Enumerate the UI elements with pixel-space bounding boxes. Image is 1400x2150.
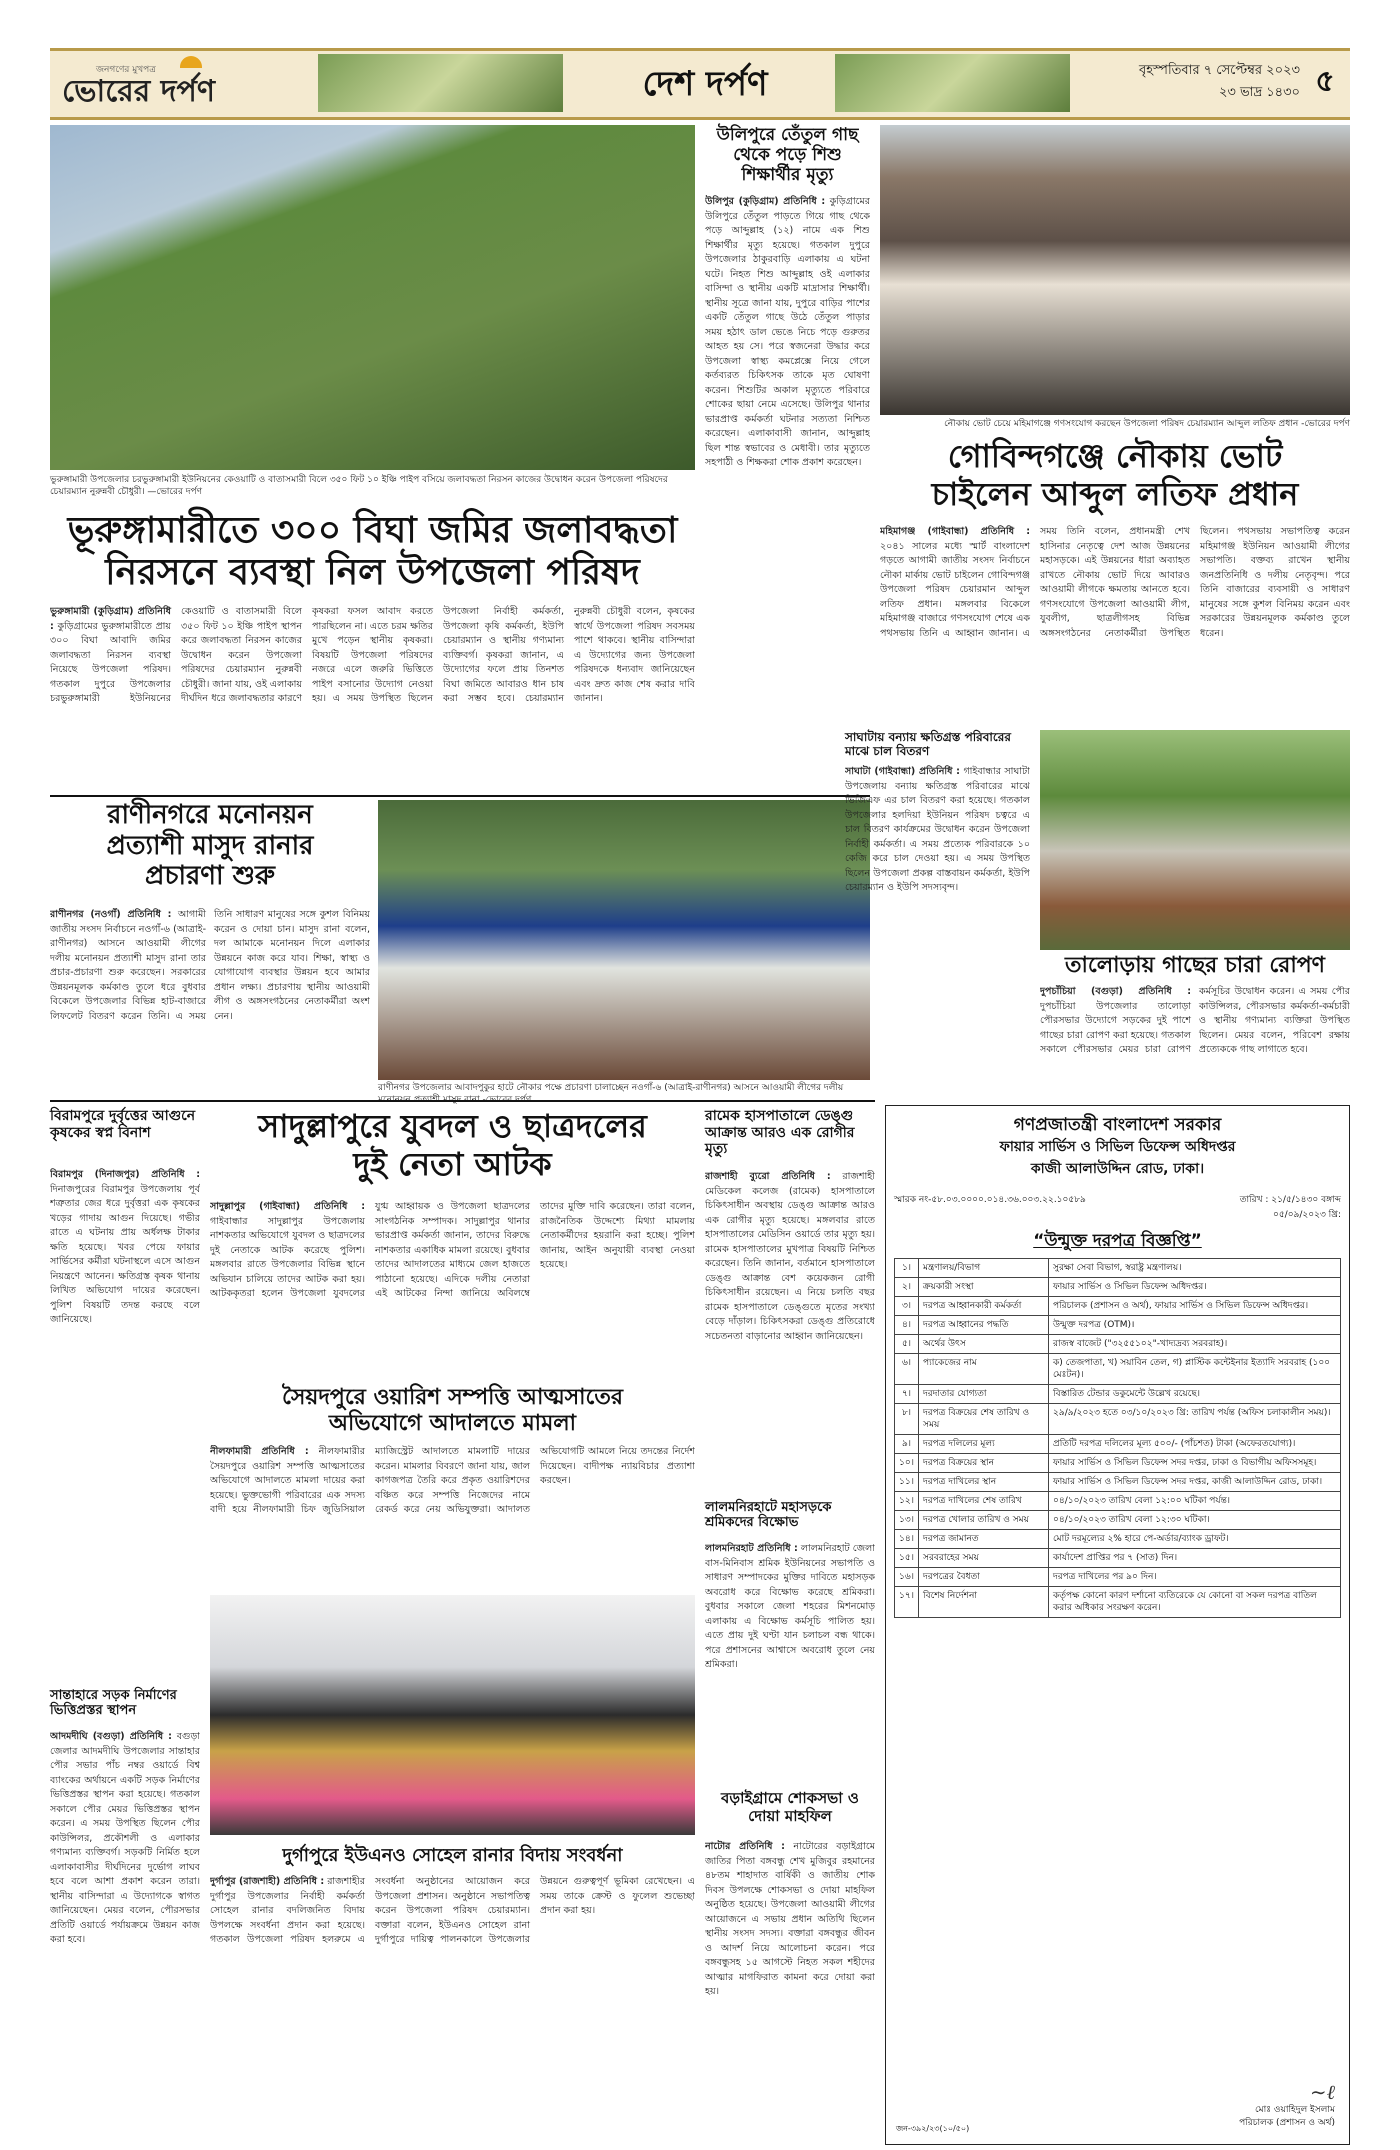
article-boat-vote-body [880, 525, 1350, 725]
photo-leaflet-campaign[interactable] [378, 800, 870, 1080]
notice-government: গণপ্রজাতন্ত্রী বাংলাদেশ সরকার [1013, 1115, 1222, 1135]
date-bangla: ২৩ ভাদ্র ১৪৩০ [1218, 85, 1300, 100]
notice-cell-v: কার্যাদেশ প্রাপ্তির পর ৭ (সাত) দিন। [1049, 1549, 1341, 1568]
headline-child-death[interactable]: উলিপুরে তেঁতুল গাছ থেকে পড়ে শিশু শিক্ষার্থীর মৃত্যু [716, 125, 859, 186]
notice-cell-n: ৩। [895, 1297, 919, 1316]
photo-campaign-rally[interactable] [880, 125, 1350, 415]
headline-workers-protest[interactable]: লালমনিরহাটে মহাসড়কে শ্রমিকদের বিক্ষোভ [705, 1500, 832, 1531]
notice-memo: স্মারক নং-৫৮.০৩.০০০০.০১৪.৩৬.০০৩.২২.১০৫৮৯ [894, 1195, 1086, 1205]
headline-masud-rana[interactable] [50, 800, 370, 892]
notice-row [895, 1316, 1341, 1335]
notice-row [895, 1278, 1341, 1297]
section-title: দেশ দর্পণ [642, 64, 768, 104]
notice-cell-n: ৭। [895, 1385, 919, 1404]
notice-row [895, 1587, 1341, 1618]
notice-cell-k: দরপত্র বিক্রয়ের স্থান [919, 1454, 1049, 1473]
date-gregorian: বৃহস্পতিবার ৭ সেপ্টেম্বর ২০২৩ [1138, 63, 1300, 78]
article-farewell-body [210, 1875, 695, 2140]
newspaper-logo[interactable] [62, 54, 302, 114]
notice-cell-v: উন্মুক্ত দরপত্র (OTM)। [1049, 1316, 1341, 1335]
notice-row [895, 1435, 1341, 1454]
article-text: লালমনিরহাট জেলা বাস-মিনিবাস শ্রমিক ইউনিয়নের সভাপতি ও সাধারণ সম্পাদকের মুক্তির দাবিতে মহাসড়ক অবরোধ করে বিক্ষোভ করেছে শ্রমিকরা। বুধবার সকালে জেলা শহরের মিশনমোড় এলাকায় এ বিক্ষোভ কর্মসূচি পালিত হয়। এতে প্রায় দুই ঘণ্টা যান চলাচল বন্ধ থাকে। পরে প্রশাসনের আশ্বাসে অবরোধ তুলে নেয় শ্রমিকরা। [705, 1543, 875, 1670]
notice-cell-n: ১৫। [895, 1549, 919, 1568]
headline-property-case[interactable] [210, 1385, 695, 1437]
article-tree-body [1040, 985, 1350, 1095]
caption-leaflet: রাণীনগর উপজেলার আবাদপুকুর হাটে নৌকার পক্ষে প্রচারণা চালাচ্ছেন নওগাঁ-৬ (আত্রাই-রাণীনগর) আসনে আওয়ামী লীগের দলীয় [378, 1083, 844, 1093]
headline-line-2: দুই নেতা আটক [353, 1144, 552, 1183]
notice-cell-k: মন্ত্রণালয়/বিভাগ [919, 1259, 1049, 1278]
photo-tree-planting[interactable] [1040, 730, 1350, 950]
article-text: রাজশাহীর দুর্গাপুর উপজেলার নির্বাহী কর্মকর্তা সোহেল রানার বদলিজনিত বিদায় উপলক্ষে সংবর্ধনা প্রদান করা হয়েছে। গতকাল উপজেলা পরিষদ হলরুমে এ সংবর্ধনা অনুষ্ঠানের আয়োজন করে উপজেলা প্রশাসন। অনুষ্ঠানে সভাপতিত্ব করেন উপজেলা পরিষদ চেয়ারম্যান। বক্তারা বলেন, ইউএনও সোহেল রানা দুর্গাপুরে দায়িত্ব পালনকালে উপজেলার উন্নয়নে গুরুত্বপূর্ণ ভূমিকা রেখেছেন। এ সময় তাকে ক্রেস্ট ও ফুলেল শুভেচ্ছা প্রদান করা হয়। [210, 1876, 695, 1945]
byline: আদমদীঘি (বগুড়া) প্রতিনিধি : [50, 1731, 172, 1742]
article-arson-body [50, 1168, 200, 1683]
notice-signature [1239, 2080, 1335, 2130]
headline-road-construction[interactable]: সান্তাহারে সড়ক নির্মাণের ভিত্তিপ্রস্তর স্থাপন [50, 1688, 177, 1719]
byline: উলিপুর (কুড়িগ্রাম) প্রতিনিধি : [705, 196, 826, 207]
notice-cell-k: দরপত্র আহ্বানকারী কর্মকর্তা [919, 1297, 1049, 1316]
notice-date: তারিখ : ২১/৫/১৪৩০ বঙ্গাব্দ [1239, 1195, 1341, 1205]
notice-cell-k: দরপত্র দাখিলের শেষ তারিখ [919, 1492, 1049, 1511]
byline: লালমনিরহাট প্রতিনিধি : [705, 1543, 798, 1554]
headline-line-1: গোবিন্দগঞ্জে নৌকায় ভোট [947, 437, 1283, 475]
headline-line-2: নিরসনে ব্যবস্থা নিল উপজেলা পরিষদ [105, 552, 640, 594]
headline-line-2: চাইলেন আব্দুল লতিফ প্রধান [931, 474, 1299, 513]
headline-boat-vote[interactable] [880, 438, 1350, 514]
headline-arson[interactable]: বিরামপুরে দুর্বৃত্তের আগুনে কৃষকের স্বপ্ন বিনাশ [50, 1108, 196, 1141]
article-property-body [210, 1445, 695, 1585]
byline: নীলফামারী প্রতিনিধি : [210, 1446, 309, 1457]
notice-cell-v: ক) তেজপাতা, খ) সয়াবিন তেল, গ) প্লাস্টিক কন্টেইনার ইত্যাদি সরবরাহ (১০০ মেঃটন)। [1049, 1354, 1341, 1385]
article-text: নীলফামারীর সৈয়দপুরে ওয়ারিশ সম্পত্তি আত্মসাতের অভিযোগে আদালতে মামলা দায়ের করা হয়েছে। ভুক্তভোগী পরিবারের এক সদস্য বাদী হয়ে নীলফামারী চিফ জুডিসিয়াল ম্যাজিস্ট্রেট আদালতে মামলাটি দায়ের করেন। মামলার বিবরণে জানা যায়, জাল কাগজপত্র তৈরি করে প্রকৃত ওয়ারিশদের বঞ্চিত করে সম্পত্তি নিজেদের নামে রেকর্ড করে নেয় অভিযুক্তরা। আদালত অভিযোগটি আমলে নিয়ে তদন্তের নির্দেশ দিয়েছেন। বাদীপক্ষ ন্যায়বিচার প্রত্যাশা করছেন। [210, 1446, 695, 1515]
article-text: দিনাজপুরের বিরামপুর উপজেলায় পূর্ব শত্রুতার জের ধরে দুর্বৃত্তরা এক কৃষকের খড়ের গাদায় আগুন দিয়েছে। গভীর রাতে এ ঘটনায় প্রায় অর্ধলক্ষ টাকার ক্ষতি হয়েছে। খবর পেয়ে ফায়ার সার্ভিসের কর্মীরা ঘটনাস্থলে এসে আগুন নিয়ন্ত্রণে আনেন। ক্ষতিগ্রস্ত কৃষক থানায় লিখিত অভিযোগ দায়ের করেছেন। পুলিশ বিষয়টি তদন্ত করছে বলে জানিয়েছে। [50, 1183, 200, 1325]
article-drainage-body [50, 605, 695, 790]
byline: সাঘাটা (গাইবান্ধা) প্রতিনিধি : [845, 766, 960, 777]
notice-title: “উন্মুক্ত দরপত্র বিজ্ঞপ্তি” [1033, 1231, 1202, 1251]
headline-line-1: রাণীনগরে মনোনয়ন [107, 800, 313, 830]
article-dengue-body [705, 1170, 875, 1495]
notice-row [895, 1492, 1341, 1511]
notice-row [895, 1473, 1341, 1492]
byline: বিরামপুর (দিনাজপুর) প্রতিনিধি : [50, 1169, 200, 1180]
headline-line-1: সাদুল্লাপুরে যুবদল ও ছাত্রদলের [258, 1107, 647, 1145]
article-arrest-body [210, 1200, 695, 1375]
logo-tagline: জনগণের মুখপত্র [96, 64, 156, 75]
notice-cell-k: দরপত্রের বৈধতা [919, 1568, 1049, 1587]
article-mourning-body [705, 1840, 875, 2140]
notice-cell-n: ১৩। [895, 1511, 919, 1530]
notice-department: ফায়ার সার্ভিস ও সিভিল ডিফেন্স অধিদপ্তর [999, 1139, 1236, 1155]
notice-memo-row [894, 1192, 1341, 1222]
notice-cell-k: প্যাকেজের নাম [919, 1354, 1049, 1385]
notice-row [895, 1530, 1341, 1549]
notice-cell-n: ২। [895, 1278, 919, 1297]
notice-cell-n: ১৪। [895, 1530, 919, 1549]
notice-cell-v: ০৪/১০/২০২৩ তারিখ বেলা ১২:০০ ঘটিকা পর্যন্ত। [1049, 1492, 1341, 1511]
article-masud-rana-body [50, 908, 370, 1078]
article-text: কুড়িগ্রামের ভুরুঙ্গামারীতে প্রায় ৩০০ বিঘা আবাদি জমির জলাবদ্ধতা নিরসন ব্যবস্থা নিয়েছে উপজেলা পরিষদ। গতকাল দুপুরে উপজেলার চরভুরুঙ্গামারী ইউনিয়নের কেওয়াটি ও বাতাসমারী বিলে ৩৫০ ফিট ১০ ইঞ্চি পাইপ স্থাপন করে জলাবদ্ধতা নিরসন কাজের উদ্বোধন করেন উপজেলা পরিষদের চেয়ারম্যান নুরুন্নবী চৌধুরী। জানা যায়, ওই এলাকায় দীর্ঘদিন ধরে জলাবদ্ধতার কারণে কৃষকরা ফসল আবাদ করতে পারছিলেন না। এতে চরম ক্ষতির মুখে পড়েন স্থানীয় কৃষকরা। বিষয়টি উপজেলা পরিষদের নজরে এলে জরুরি ভিত্তিতে পাইপ বসানোর উদ্যোগ নেওয়া হয়। এ সময় উপস্থিত ছিলেন উপজেলা নির্বাহী কর্মকর্তা, উপজেলা কৃষি কর্মকর্তা, ইউপি চেয়ারম্যান ও স্থানীয় গণ্যমান্য ব্যক্তিবর্গ। কৃষকরা জানান, এ উদ্যোগের ফলে প্রায় তিনশত বিঘা জমিতে আবারও ধান চাষ করা সম্ভব হবে। চেয়ারম্যান নুরুন্নবী চৌধুরী বলেন, কৃষকের স্বার্থে উপজেলা পরিষদ সবসময় পাশে থাকবে। স্থানীয় বাসিন্দারা এ উদ্যোগের জন্য উপজেলা পরিষদকে ধন্যবাদ জানিয়েছেন এবং দ্রুত কাজ শেষ করার দাবি জানান। [50, 606, 695, 704]
headline-line-1: ভূরুঙ্গামারীতে ৩০০ বিঘা জমির জলাবদ্ধতা [67, 510, 678, 551]
notice-row [895, 1354, 1341, 1385]
headline-drainage[interactable] [50, 510, 695, 595]
article-protest-body [705, 1542, 875, 1782]
issue-date [1075, 60, 1300, 104]
headline-rice-distribution[interactable]: সাঘাটায় বন্যায় ক্ষতিগ্রস্ত পরিবারের মাঝে চাল বিতরণ [845, 730, 1011, 759]
notice-cell-v: কর্তৃপক্ষ কোনো কারণ দর্শানো ব্যতিরেকে যে কোনো বা সকল দরপত্র বাতিল করার অধিকার সংরক্ষণ করেন। [1049, 1587, 1341, 1618]
byline: দুপচাঁচিয়া (বগুড়া) প্রতিনিধি : [1040, 986, 1191, 997]
masthead-photo-strip-right [835, 54, 1070, 112]
headline-dengue[interactable]: রামেক হাসপাতালে ডেঙ্গু আক্রান্ত আরও এক রোগীর মৃত্যু [705, 1108, 855, 1158]
notice-cell-k: দরদাতার যোগ্যতা [919, 1385, 1049, 1404]
article-text: নাটোরের বড়াইগ্রামে জাতির পিতা বঙ্গবন্ধু শেখ মুজিবুর রহমানের ৪৮তম শাহাদাত বার্ষিকী ও জাতীয় শোক দিবস উপলক্ষে শোকসভা ও দোয়া মাহফিল অনুষ্ঠিত হয়েছে। উপজেলা আওয়ামী লীগের আয়োজনে এ সভায় প্রধান অতিথি ছিলেন স্থানীয় সংসদ সদস্য। বক্তারা বঙ্গবন্ধুর জীবন ও আদর্শ নিয়ে আলোচনা করেন। পরে বঙ্গবন্ধুসহ ১৫ আগস্টে নিহত সকল শহীদের আত্মার মাগফিরাত কামনা করে দোয়া করা হয়। [705, 1841, 875, 1997]
notice-table [894, 1258, 1341, 1618]
article-text: কুড়িগ্রামের উলিপুরে তেঁতুল পাড়তে গিয়ে গাছ থেকে পড়ে আব্দুল্লাহ (১২) নামে এক শিশু শিক্ষার্থীর মৃত্যু হয়েছে। গতকাল দুপুরে উপজেলার ঠাকুরবাড়ি এলাকায় এ ঘটনা ঘটে। নিহত শিশু আব্দুল্লাহ ওই এলাকার বাসিন্দা ও স্থানীয় একটি মাদ্রাসার শিক্ষার্থী। স্থানীয় সূত্রে জানা যায়, দুপুরে বাড়ির পাশের একটি তেঁতুল গাছে উঠে তেঁতুল পাড়ার সময় হঠাৎ ডাল ভেঙে নিচে পড়ে গুরুতর আহত হয় সে। পরে স্বজনেরা উদ্ধার করে উপজেলা স্বাস্থ্য কমপ্লেক্সে নিয়ে গেলে কর্তব্যরত চিকিৎসক তাকে মৃত ঘোষণা করেন। শিশুটির অকাল মৃত্যুতে পরিবারে শোকের ছায়া নেমে এসেছে। উলিপুর থানার ভারপ্রাপ্ত কর্মকর্তা ঘটনার সত্যতা নিশ্চিত করেছেন। এলাকাবাসী জানান, আব্দুল্লাহ ছিল শান্ত স্বভাবের ও মেধাবী। তার মৃত্যুতে সহপাঠী ও শিক্ষকরা শোক প্রকাশ করেছেন। [705, 196, 870, 468]
headline-line-2: প্রত্যাশী মাসুদ রানার [106, 830, 314, 861]
notice-cell-v: ফায়ার সার্ভিস ও সিভিল ডিফেন্স অধিদপ্তর। [1049, 1278, 1341, 1297]
byline: মহিমাগঞ্জ (গাইবান্ধা) প্রতিনিধি : [880, 526, 1030, 537]
article-text: দুপচাঁচিয়া উপজেলার তালোড়া পৌরসভার উদ্যোগে সড়কের দুই পাশে গাছের চারা রোপণ করা হয়েছে। গতকাল সকালে পৌরসভার মেয়র চারা রোপণ কর্মসূচির উদ্বোধন করেন। এ সময় পৌর কাউন্সিলর, পৌরসভার কর্মকর্তা-কর্মচারী ও স্থানীয় গণ্যমান্য ব্যক্তিরা উপস্থিত ছিলেন। মেয়র বলেন, পরিবেশ রক্ষায় প্রত্যেককে গাছ লাগাতে হবে। [1040, 986, 1350, 1055]
notice-cell-v: বিস্তারিত টেন্ডার ডকুমেন্টে উল্লেখ রয়েছে। [1049, 1385, 1341, 1404]
notice-cell-n: ৪। [895, 1316, 919, 1335]
page-number: ৫ [1315, 64, 1335, 99]
caption-drainage: ভুরুঙ্গামারী উপজেলার চরভুরুঙ্গামারী ইউনিয়নের কেওয়াটি ও বাতাসমারী বিলে ৩৫০ ফিট ১০ ইঞ্চি পাইপ বসিয়ে জলাবদ্ধতা নিরসন কাজের উদ্বোধন করেন উপজেলা পরিষদের চেয়ারম্যান নুরুন্নবী চৌধুরী। —ভোরের দর্পণ [50, 475, 668, 497]
notice-cell-n: ৮। [895, 1404, 919, 1435]
article-road-body [50, 1730, 200, 2140]
notice-cell-k: দরপত্র দাখিলের স্থান [919, 1473, 1049, 1492]
headline-tree-planting[interactable]: তালোড়ায় গাছের চারা রোপণ [1065, 953, 1325, 978]
byline: রাজশাহী ব্যুরো প্রতিনিধি : [705, 1171, 831, 1182]
headline-line-1: সৈয়দপুরে ওয়ারিশ সম্পত্তি আত্মসাতের [281, 1385, 624, 1410]
signature-mark: ∼ℓ [1309, 2080, 1335, 2104]
notice-cell-k: ক্রয়কারী সংস্থা [919, 1278, 1049, 1297]
notice-cell-v: দরপত্র দাখিলের পর ৯০ দিন। [1049, 1568, 1341, 1587]
notice-cell-n: ১২। [895, 1492, 919, 1511]
photo-drainage-pipe[interactable] [50, 125, 695, 470]
notice-cell-k: দরপত্র আহ্বানের পদ্ধতি [919, 1316, 1049, 1335]
notice-address: কাজী আলাউদ্দিন রোড, ঢাকা। [1030, 1161, 1205, 1177]
notice-cell-n: ৬। [895, 1354, 919, 1385]
notice-cell-v: পরিচালক (প্রশাসন ও অর্থ), ফায়ার সার্ভিস ও সিভিল ডিফেন্স অধিদপ্তর। [1049, 1297, 1341, 1316]
headline-mourning-meeting[interactable]: বড়াইগ্রামে শোকসভা ও দোয়া মাহফিল [721, 1789, 859, 1825]
notice-cell-n: ১১। [895, 1473, 919, 1492]
notice-cell-v: ২৯/৯/২০২৩ হতে ০৩/১০/২০২৩ খ্রি: তারিখ পর্যন্ত (অফিস চলাকালীন সময়)। [1049, 1404, 1341, 1435]
notice-cell-v: ফায়ার সার্ভিস ও সিভিল ডিফেন্স সদর দপ্তর, কাজী আলাউদ্দিন রোড, ঢাকা। [1049, 1473, 1341, 1492]
notice-cell-k: সরবরাহের সময় [919, 1549, 1049, 1568]
byline: দুর্গাপুর (রাজশাহী) প্রতিনিধি : [210, 1876, 325, 1887]
notice-cell-v: সুরক্ষা সেবা বিভাগ, স্বরাষ্ট্র মন্ত্রণালয়। [1049, 1259, 1341, 1278]
photo-farewell-ceremony[interactable] [210, 1595, 695, 1835]
notice-row [895, 1385, 1341, 1404]
masthead-photo-strip-left [318, 54, 563, 112]
notice-row [895, 1259, 1341, 1278]
divider [50, 795, 870, 797]
article-rice-body [845, 765, 1030, 1095]
signatory-title: পরিচালক (প্রশাসন ও অর্থ) [1239, 2118, 1335, 2128]
byline: নাটোর প্রতিনিধি : [705, 1841, 785, 1852]
notice-cell-k: দরপত্র জামানত [919, 1530, 1049, 1549]
article-text: গাইবান্ধার সাদুল্লাপুর উপজেলায় নাশকতার অভিযোগে যুবদল ও ছাত্রদলের দুই নেতাকে আটক করেছে পুলিশ। মঙ্গলবার রাতে উপজেলার বিভিন্ন স্থানে অভিযান চালিয়ে তাদের আটক করা হয়। আটককৃতরা হলেন উপজেলা যুবদলের যুগ্ম আহ্বায়ক ও উপজেলা ছাত্রদলের সাংগঠনিক সম্পাদক। সাদুল্লাপুর থানার ভারপ্রাপ্ত কর্মকর্তা জানান, তাদের বিরুদ্ধে নাশকতার একাধিক মামলা রয়েছে। বুধবার তাদের আদালতের মাধ্যমে জেল হাজতে পাঠানো হয়েছে। এদিকে দলীয় নেতারা এই আটকের নিন্দা জানিয়ে অবিলম্বে তাদের মুক্তি দাবি করেছেন। তারা বলেন, রাজনৈতিক উদ্দেশ্যে মিথ্যা মামলায় নেতাকর্মীদের হয়রানি করা হচ্ছে। পুলিশ জানায়, আইন অনুযায়ী ব্যবস্থা নেওয়া হয়েছে। [210, 1201, 695, 1299]
notice-cell-n: ১৬। [895, 1568, 919, 1587]
notice-cell-v: মোট দরমূল্যের ২% হারে পে-অর্ডার/ব্যাংক ড্রাফট। [1049, 1530, 1341, 1549]
notice-cell-k: অর্থের উৎস [919, 1335, 1049, 1354]
notice-row [895, 1404, 1341, 1435]
notice-cell-v: প্রতিটি দরপত্র দলিলের মূল্য ৫০০/- (পাঁচশত) টাকা (অফেরতযোগ্য)। [1049, 1435, 1341, 1454]
notice-row [895, 1297, 1341, 1316]
caption-rally: নৌকায় ভোট চেয়ে মহিমাগঞ্জে গণসংযোগ করছেন উপজেলা পরিষদ চেয়ারম্যান আব্দুল লতিফ প্রধান -ভোরের দর্পণ [944, 419, 1350, 429]
byline: সাদুল্লাপুর (গাইবান্ধা) প্রতিনিধি : [210, 1201, 365, 1212]
notice-cell-n: ১৭। [895, 1587, 919, 1618]
notice-cell-n: ১০। [895, 1454, 919, 1473]
logo-name: ভোরের দর্পণ [62, 73, 215, 109]
notice-row [895, 1568, 1341, 1587]
headline-line-3: প্রচারণা শুরু [145, 861, 275, 892]
notice-date-2: ০৫/০৯/২০২৩ খ্রি: [1272, 1210, 1341, 1220]
notice-cell-k: বিশেষ নির্দেশনা [919, 1587, 1049, 1618]
tender-notice[interactable] [885, 1105, 1350, 2145]
article-text: ২০৪১ সালের মধ্যে স্মার্ট বাংলাদেশ গড়তে আগামী জাতীয় সংসদ নির্বাচনে নৌকা মার্কায় ভোট চাইলেন গোবিন্দগঞ্জ উপজেলা পরিষদ চেয়ারমান আব্দুল লতিফ প্রধান। মঙ্গলবার বিকেলে মহিমাগঞ্জ বাজারে গণসংযোগ শেষে এক পথসভায় তিনি এ আহ্বান জানান। এ সময় তিনি বলেন, প্রধানমন্ত্রী শেখ হাসিনার নেতৃত্বে দেশ আজ উন্নয়নের মহাসড়কে। এই উন্নয়নের ধারা অব্যাহত রাখতে নৌকায় ভোট দিয়ে আবারও আওয়ামী লীগকে ক্ষমতায় আনতে হবে। গণসংযোগে উপজেলা আওয়ামী লীগ, যুবলীগ, ছাত্রলীগসহ বিভিন্ন অঙ্গসংগঠনের নেতাকর্মীরা উপস্থিত ছিলেন। পথসভায় সভাপতিত্ব করেন মহিমাগঞ্জ ইউনিয়ন আওয়ামী লীগের সভাপতি। বক্তব্য রাখেন স্থানীয় জনপ্রতিনিধি ও দলীয় নেতৃবৃন্দ। পরে তিনি বাজারের ব্যবসায়ী ও সাধারণ মানুষের সঙ্গে কুশল বিনিময় করেন এবং সরকারের উন্নয়নমূলক কর্মকাণ্ড তুলে ধরেন। [880, 526, 1350, 639]
notice-cell-k: দরপত্র দলিলের মূল্য [919, 1435, 1049, 1454]
notice-cell-v: ফায়ার সার্ভিস ও সিভিল ডিফেন্স সদর দপ্তর, ঢাকা ও বিভাগীয় অফিসসমূহ। [1049, 1454, 1341, 1473]
notice-ref: জন-৩৯২/২৩(১০/৫০) [896, 2124, 970, 2133]
article-text: আগামী জাতীয় সংসদ নির্বাচনে নওগাঁ-৬ (আত্রাই-রাণীনগর) আসনে আওয়ামী লীগের দলীয় মনোনয়ন প্রত্যাশী মাসুদ রানা তার প্রচার-প্রচারণা শুরু করেছেন। সরকারের উন্নয়নমূলক কর্মকাণ্ড তুলে ধরে বুধবার বিকেলে উপজেলার বিভিন্ন হাট-বাজারে লিফলেট বিতরণ করেন তিনি। এ সময় তিনি সাধারণ মানুষের সঙ্গে কুশল বিনিময় করেন ও দোয়া চান। মাসুদ রানা বলেন, দল আমাকে মনোনয়ন দিলে এলাকার উন্নয়নে কাজ করে যাব। শিক্ষা, স্বাস্থ্য ও যোগাযোগ ব্যবস্থার উন্নয়ন হবে আমার প্রধান লক্ষ্য। প্রচারণায় স্থানীয় আওয়ামী লীগ ও অঙ্গসংগঠনের নেতাকর্মীরা অংশ নেন। [50, 909, 370, 1022]
headline-arrest[interactable] [210, 1108, 695, 1184]
notice-cell-n: ১। [895, 1259, 919, 1278]
notice-row [895, 1549, 1341, 1568]
notice-cell-k: দরপত্র বিক্রয়ের শেষ তারিখ ও সময় [919, 1404, 1049, 1435]
notice-row [895, 1454, 1341, 1473]
notice-cell-v: রাজস্ব বাজেট ("৩২৫৫১০২"-খাদ্যদ্রব্য সরবরাহ)। [1049, 1335, 1341, 1354]
notice-row [895, 1335, 1341, 1354]
byline: রাণীনগর (নওগাঁ) প্রতিনিধি : [50, 909, 172, 920]
article-child-death-body [705, 195, 870, 795]
divider [50, 1100, 875, 1102]
headline-farewell[interactable]: দুর্গাপুরে ইউএনও সোহেল রানার বিদায় সংবর্ধনা [282, 1845, 623, 1866]
sun-icon [180, 56, 202, 68]
article-text: গাইবান্ধার সাঘাটা উপজেলায় বন্যায় ক্ষতিগ্রস্ত পরিবারের মাঝে ভিজিএফ এর চাল বিতরণ করা হয়েছে। গতকাল উপজেলার হলদিয়া ইউনিয়ন পরিষদ চত্বরে এ চাল বিতরণ কার্যক্রমের উদ্বোধন করেন উপজেলা নির্বাহী কর্মকর্তা। এ সময় প্রত্যেক পরিবারকে ১০ কেজি করে চাল দেওয়া হয়। এ সময় উপস্থিত ছিলেন উপজেলা প্রকল্প বাস্তবায়ন কর্মকর্তা, ইউপি চেয়ারম্যান ও ইউপি সদস্যবৃন্দ। [845, 766, 1030, 893]
byline: ভুরুঙ্গামারী (কুড়িগ্রাম) প্রতিনিধি : [50, 606, 171, 632]
article-text: বগুড়া জেলার আদমদীঘি উপজেলার সান্তাহার পৌর সভার পাঁচ নম্বর ওয়ার্ডে বিশ্ব ব্যাংকের অর্থায়নে একটি সড়ক নির্মাণের ভিত্তিপ্রস্তর স্থাপন করা হয়েছে। গতকাল সকালে পৌর মেয়র ভিত্তিপ্রস্তর স্থাপন করেন। এ সময় উপস্থিত ছিলেন পৌর কাউন্সিলর, প্রকৌশলী ও এলাকার গণ্যমান্য ব্যক্তিবর্গ। সড়কটি নির্মিত হলে এলাকাবাসীর দীর্ঘদিনের দুর্ভোগ লাঘব হবে বলে আশা প্রকাশ করেন তারা। স্থানীয় বাসিন্দারা এ উদ্যোগকে স্বাগত জানিয়েছেন। মেয়র বলেন, পৌরসভার প্রতিটি ওয়ার্ডে পর্যায়ক্রমে উন্নয়ন কাজ করা হবে। [50, 1731, 200, 1945]
signatory-name: মোঃ ওয়াহিদুল ইসলাম [1255, 2105, 1335, 2115]
notice-cell-n: ৫। [895, 1335, 919, 1354]
article-text: রাজশাহী মেডিকেল কলেজ (রামেক) হাসপাতালে চিকিৎসাধীন অবস্থায় ডেঙ্গু আক্রান্ত আরও এক রোগীর মৃত্যু হয়েছে। মঙ্গলবার রাতে হাসপাতালের মেডিসিন ওয়ার্ডে তার মৃত্যু হয়। রামেক হাসপাতালের মুখপাত্র বিষয়টি নিশ্চিত করেছেন। তিনি জানান, বর্তমানে হাসপাতালে ডেঙ্গু আক্রান্ত বেশ কয়েকজন রোগী চিকিৎসাধীন রয়েছেন। এ নিয়ে চলতি বছর রামেক হাসপাতালে ডেঙ্গুতে মৃতের সংখ্যা বেড়ে দাঁড়াল। চিকিৎসকরা ডেঙ্গু প্রতিরোধে সচেতনতা বাড়ানোর আহ্বান জানিয়েছেন। [705, 1171, 875, 1342]
notice-cell-n: ৯। [895, 1435, 919, 1454]
notice-cell-v: ০৪/১০/২০২৩ তারিখ বেলা ১২:৩০ ঘটিকা। [1049, 1511, 1341, 1530]
notice-row [895, 1511, 1341, 1530]
headline-line-2: অভিযোগে আদালতে মামলা [328, 1410, 577, 1436]
notice-cell-k: দরপত্র খোলার তারিখ ও সময় [919, 1511, 1049, 1530]
